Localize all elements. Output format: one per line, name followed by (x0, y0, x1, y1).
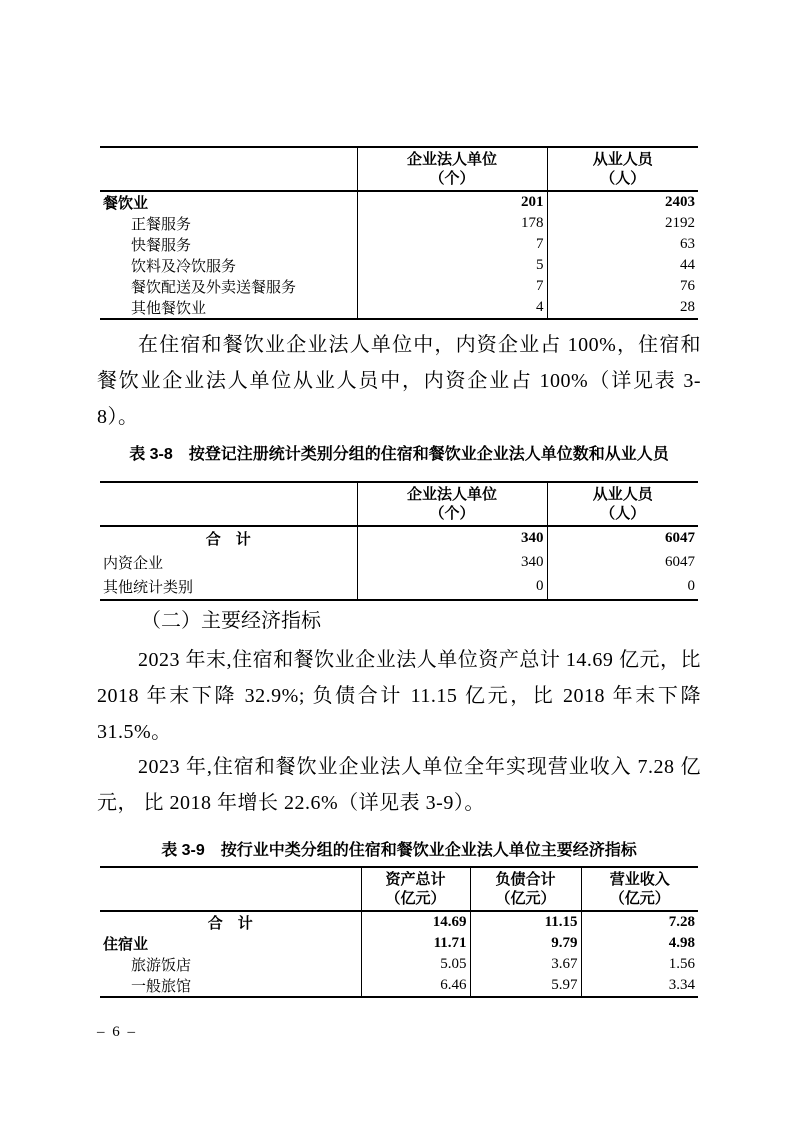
row-revenue: 1.56 (581, 954, 698, 975)
header-empty-cell (100, 147, 357, 191)
header-unit: （个） (429, 505, 475, 522)
header-title: 负债合计 (495, 871, 556, 888)
row-label: 一般旅馆 (131, 979, 192, 995)
header-total-assets (361, 867, 470, 911)
table-header-row (100, 867, 698, 911)
row-units: 5 (357, 255, 547, 276)
row-units: 340 (357, 551, 547, 576)
table-row (100, 575, 698, 600)
header-legal-units (357, 147, 547, 191)
row-assets: 5.05 (361, 954, 470, 975)
row-label: 旅游饭店 (131, 958, 192, 974)
header-unit: （亿元） (385, 890, 446, 907)
header-unit: （人） (600, 505, 646, 522)
row-label: 合 计 (207, 916, 253, 932)
row-liabilities: 9.79 (470, 933, 581, 954)
row-persons: 0 (547, 575, 698, 600)
section-heading-economic-indicators: （二）主要经济指标 (141, 610, 321, 632)
row-label: 餐饮配送及外卖送餐服务 (131, 280, 297, 296)
row-units: 7 (357, 276, 547, 297)
row-units: 178 (357, 213, 547, 234)
table-catering-industry (100, 146, 698, 320)
table-row (100, 954, 698, 975)
row-units: 0 (357, 575, 547, 600)
row-label: 住宿业 (103, 937, 149, 953)
row-assets: 6.46 (361, 975, 470, 997)
header-unit: （人） (600, 170, 646, 187)
row-assets: 14.69 (361, 911, 470, 933)
table-row (100, 191, 698, 213)
row-persons: 6047 (547, 551, 698, 576)
header-unit: （亿元） (495, 890, 556, 907)
row-label: 内资企业 (103, 556, 164, 573)
row-label: 饮料及冷饮服务 (131, 259, 237, 275)
header-unit: （个） (429, 170, 475, 187)
row-label: 快餐服务 (131, 238, 192, 254)
row-persons: 2403 (547, 191, 698, 213)
table-3-9-title: 表 3-9 按行业中类分组的住宿和餐饮业企业法人单位主要经济指标 (161, 842, 637, 859)
header-empty-cell (100, 482, 357, 526)
header-title: 从业人员 (592, 151, 653, 168)
row-units: 7 (357, 234, 547, 255)
header-unit: （亿元） (609, 890, 670, 907)
row-liabilities: 11.15 (470, 911, 581, 933)
row-revenue: 7.28 (581, 911, 698, 933)
row-label: 餐饮业 (103, 196, 149, 212)
row-units: 201 (357, 191, 547, 213)
table-row (100, 297, 698, 319)
table-row (100, 911, 698, 933)
table-row (100, 234, 698, 255)
row-persons: 6047 (547, 526, 698, 551)
header-title: 营业收入 (609, 871, 670, 888)
row-persons: 28 (547, 297, 698, 319)
header-employees (547, 147, 698, 191)
table-row (100, 526, 698, 551)
header-employees (547, 482, 698, 526)
table-row (100, 255, 698, 276)
row-revenue: 3.34 (581, 975, 698, 997)
row-label: 其他餐饮业 (131, 301, 207, 317)
table-row (100, 551, 698, 576)
row-persons: 2192 (547, 213, 698, 234)
header-title: 资产总计 (385, 871, 446, 888)
table-row (100, 213, 698, 234)
header-title: 从业人员 (592, 486, 653, 503)
table-row (100, 975, 698, 997)
table-3-8 (100, 481, 698, 601)
row-liabilities: 5.97 (470, 975, 581, 997)
table-3-9 (100, 866, 698, 998)
row-label: 正餐服务 (131, 217, 192, 233)
row-persons: 44 (547, 255, 698, 276)
row-units: 340 (357, 526, 547, 551)
header-title: 企业法人单位 (406, 486, 497, 503)
header-title: 企业法人单位 (406, 151, 497, 168)
paragraph-revenue: 2023 年,住宿和餐饮业企业法人单位全年实现营业收入 7.28 亿元， 比 2018 年增长 22.6%（详见表 3-9）。 (97, 756, 701, 814)
paragraph-assets-liabilities: 2023 年末,住宿和餐饮业企业法人单位资产总计 14.69 亿元，比 2018 年末下降 32.9%; 负债合计 11.15 亿元，比 2018 年末下降 31.5%。 (97, 649, 701, 743)
paragraph-domestic-share: 在住宿和餐饮业企业法人单位中，内资企业占 100%，住宿和餐饮业企业法人单位从业人员中，内资企业占 100%（详见表 3-8）。 (97, 334, 701, 428)
table-row (100, 276, 698, 297)
row-liabilities: 3.67 (470, 954, 581, 975)
row-label: 合 计 (205, 532, 251, 549)
table-header-row (100, 482, 698, 526)
page-number: – 6 – (97, 1024, 137, 1040)
row-assets: 11.71 (361, 933, 470, 954)
header-legal-units (357, 482, 547, 526)
header-empty-cell (100, 867, 361, 911)
row-label: 其他统计类别 (103, 580, 194, 597)
header-total-liabilities (470, 867, 581, 911)
table-header-row (100, 147, 698, 191)
row-units: 4 (357, 297, 547, 319)
table-3-8-title: 表 3-8 按登记注册统计类别分组的住宿和餐饮业企业法人单位数和从业人员 (129, 446, 669, 463)
header-operating-revenue (581, 867, 698, 911)
row-revenue: 4.98 (581, 933, 698, 954)
row-persons: 76 (547, 276, 698, 297)
row-persons: 63 (547, 234, 698, 255)
table-row (100, 933, 698, 954)
